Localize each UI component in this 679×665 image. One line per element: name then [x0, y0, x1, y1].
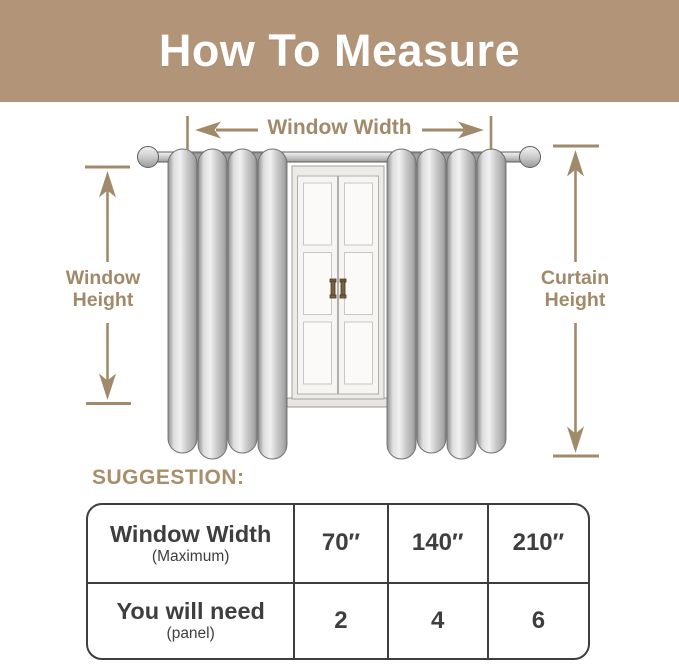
curtain-panel-right — [387, 149, 506, 459]
table-cell-row1-val2: 140″ — [389, 505, 489, 584]
table-cell-row2-val2: 4 — [389, 584, 489, 658]
suggestion-heading: SUGGESTION: — [92, 466, 245, 489]
window — [287, 166, 389, 407]
curtain-height-label: Curtain Height — [540, 267, 610, 311]
row1-label: Window Width — [109, 520, 272, 547]
table-cell-row1-header — [88, 505, 295, 584]
table-cell-row1-val3: 210″ — [489, 505, 588, 584]
rod-finial-right — [520, 147, 541, 168]
row1-sublabel: (Maximum) — [151, 547, 230, 565]
table-cell-row1-val1: 70″ — [295, 505, 388, 584]
row2-sublabel: (panel) — [166, 625, 215, 643]
header-banner — [0, 0, 679, 102]
window-height-label: Window Height — [65, 267, 141, 311]
table-cell-row2-header — [88, 584, 295, 658]
table-cell-row2-val1: 2 — [295, 584, 388, 658]
page-title: How To Measure — [158, 25, 521, 76]
window-width-label: Window Width — [267, 116, 412, 139]
suggestion-table — [86, 503, 590, 660]
curtain-panel-left — [168, 149, 287, 459]
measure-diagram — [0, 102, 679, 470]
table-cell-row2-val3: 6 — [531, 606, 546, 634]
rod-finial-left — [138, 147, 159, 168]
row2-label: You will need — [116, 598, 265, 625]
